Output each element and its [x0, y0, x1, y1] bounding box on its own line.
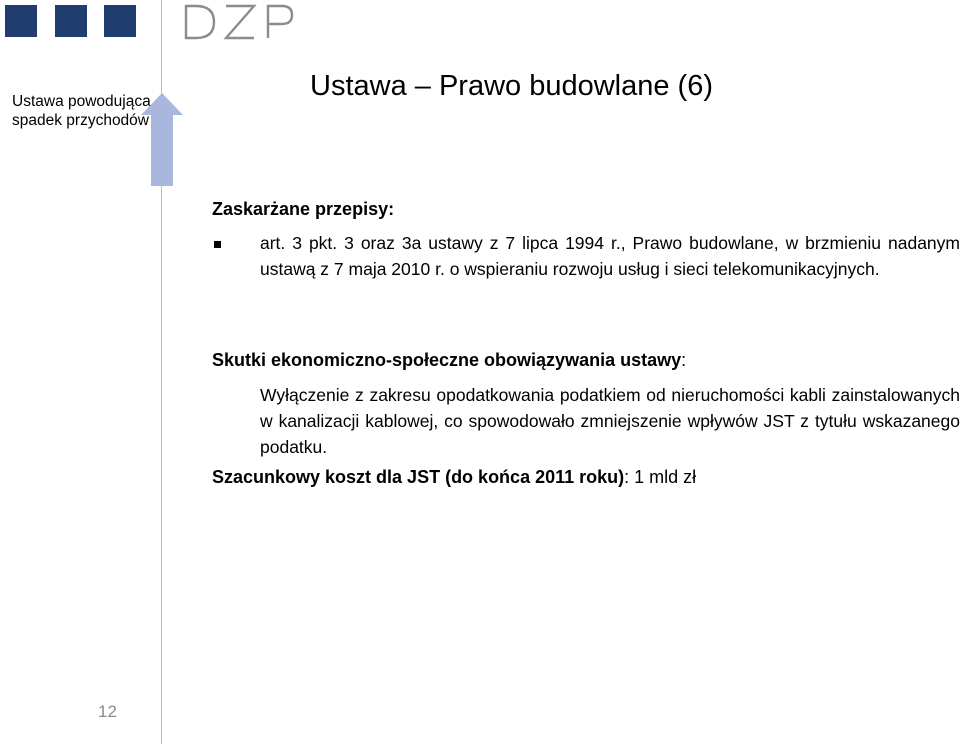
effects-heading	[212, 350, 686, 371]
challenged-heading: Zaskarżane przepisy:	[212, 199, 395, 219]
logo-square-2	[55, 5, 87, 37]
cost-label: Szacunkowy koszt dla JST (do końca 2011 roku)	[212, 467, 625, 487]
cost-line	[212, 467, 696, 488]
up-arrow-icon	[141, 93, 183, 186]
dzp-logo-mark	[184, 4, 296, 40]
effects-heading-colon: :	[681, 350, 687, 370]
cost-value: : 1 mld zł	[624, 467, 697, 487]
sidebar-label: Ustawa powodująca spadek przychodów	[12, 93, 151, 129]
bullet-icon	[214, 241, 221, 248]
logo-square-3	[104, 5, 136, 37]
effects-text: Wyłączenie z zakresu opodatkowania podatkiem od nieruchomości kabli zainstalowanych w kanalizacji kablowej, co spowodowało zmniejszenie wpływów JST z tytułu wskazanego podatku.	[260, 385, 960, 457]
logo-square-1	[5, 5, 37, 37]
dzp-logo	[184, 4, 296, 40]
page-title: Ustawa – Prawo budowlane (6)	[310, 70, 713, 102]
page-number: 12	[98, 702, 117, 721]
challenged-item: art. 3 pkt. 3 oraz 3a ustawy z 7 lipca 1994 r., Prawo budowlane, w brzmieniu nadanym ustawą z 7 maja 2010 r. o wspieraniu rozwoju usług i sieci telekomunikacyjnych.	[260, 233, 960, 279]
effects-heading-text: Skutki ekonomiczno-społeczne obowiązywania ustawy	[212, 350, 682, 370]
